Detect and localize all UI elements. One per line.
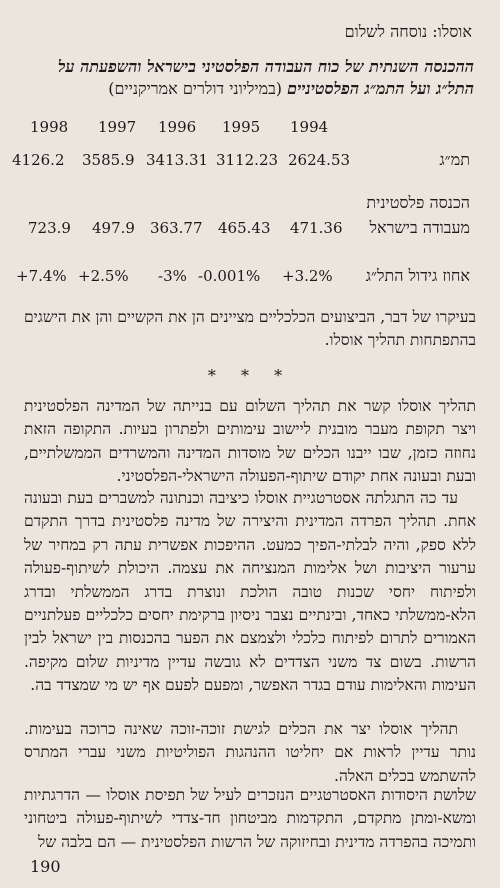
gdp-1997: 3585.9 — [82, 151, 135, 169]
growth-1998: +7.4% — [16, 267, 67, 285]
year-1995: 1995 — [222, 118, 261, 136]
paragraph-oslo-strategy: עד כה התגלתה אסטרטגיית אוסלו כיציבה וכנתונה למשברים בעת ובעונה אחת. תהליך הפרדה המדינית והיצירה של מדינה פלסטינית בדרך התקדם ללא ספק, והיה לבלתי-הפיך כמעט. ההיפכות אפשרית עתה רק במחיר של ערעור היציבות ושל אלימות המנציחה את עצמה. היכולת לשיתוף-פעולה ולפיתוח יחסי שכנות טובה הולכת ונוצרת בדרג הממשלתי ובדרג הלא-ממשלתי כאחד, ובינתיים נצבר ניסיון ברקימת יחסים כלכליים פעלתניים האמורים לתרום לפיתוח כלכלי ולצמצם את הפער בהכנסות בין ישראל לבין הרשות. בשום צד משני הצדדים לא גובשה עדיין מדיניות שלום מקיפה. העימות והאלימות עודם בגדר האפשר, ומפעם לפעם אף יש מי שמצדד בה. — [24, 489, 476, 695]
growth-1995: -0.001% — [198, 267, 261, 285]
row-label-gdp: תמ״ג — [439, 150, 470, 169]
gdp-1996: 3413.31 — [146, 151, 209, 169]
table-caption-units: (במיליוני דולרים אמריקניים) — [108, 79, 288, 98]
page-number: 190 — [30, 857, 61, 876]
gdp-1994: 2624.53 — [288, 151, 351, 169]
year-1996: 1996 — [158, 118, 197, 136]
year-1994: 1994 — [290, 118, 329, 136]
labor-1996: 363.77 — [150, 219, 203, 237]
row-label-labor: מעבודה בישראל — [369, 218, 470, 237]
year-1998: 1998 — [30, 118, 69, 136]
growth-1997: +2.5% — [78, 267, 129, 285]
table-caption-title: ההכנסה השנתית של כוח העבודה הפלסטיני בישראל והשפעתה על התל״ג ועל התמ״ג הפלסטיניים — [58, 57, 474, 98]
labor-1997: 497.9 — [92, 219, 135, 237]
table-caption — [24, 56, 474, 100]
labor-1994: 471.36 — [290, 219, 343, 237]
gdp-1998: 4126.2 — [12, 151, 65, 169]
paragraph-oslo-process: תהליך אוסלו קשר את תהליך השלום עם בנייתה של המדינה הפלסטינית ויצר תקופת מעבר מובנית ליישוב עימותים ולפתרון בעיות. התקופה הזאת נחוזה כזמן, שבו ייבנו הכלים של מוסדות המדינה והמשרדים הממשלתיים, ובעת ובעונה אחת יקודם שיתוף-הפעולה הישראלי-הפלסטיני. — [24, 397, 476, 486]
gdp-1995: 3112.23 — [216, 151, 279, 169]
row-label-income-section: הכנסה פלסטינית — [366, 193, 470, 212]
paragraph-summary: בעיקרו של דבר, הביצועים הכלכליים מציינים הן את הקשיים והן את הישגים בהתפתחות תהליך אוסלו. — [24, 308, 476, 350]
paragraph-strategic-foundations: שלושת היסודות האסטרטגיים הנזכרים לעיל של תפיסת אוסלו — הדרגתיות ומשא-ומתן מתקדם, התקדמות מביטחון חד-צדדי לשיתוף-פעולה ביטחוני ותמיכה בהפרדה מדינית ובחיזוקה של הרשות הפלסטינית — הם בלבה של — [24, 786, 476, 851]
paragraph-oslo-tools: תהליך אוסלו יצר את הכלים לגישת זוכה-זוכה שאינה כרוכה בעימות. נותר עדיין לראות אם יחליטו ההנהגות הפוליטיות משני עברי המתרס להשתמש בכלים האלה. — [24, 720, 476, 785]
running-header: אוסלו: נוסחה לשלום — [344, 22, 472, 41]
growth-1994: +3.2% — [282, 267, 333, 285]
row-label-gnp-growth: אחוז גידול התל״ג — [365, 266, 470, 285]
growth-1996: -3% — [158, 267, 187, 285]
labor-1998: 723.9 — [28, 219, 71, 237]
section-separator: * * * — [207, 366, 293, 385]
year-1997: 1997 — [98, 118, 137, 136]
labor-1995: 465.43 — [218, 219, 271, 237]
